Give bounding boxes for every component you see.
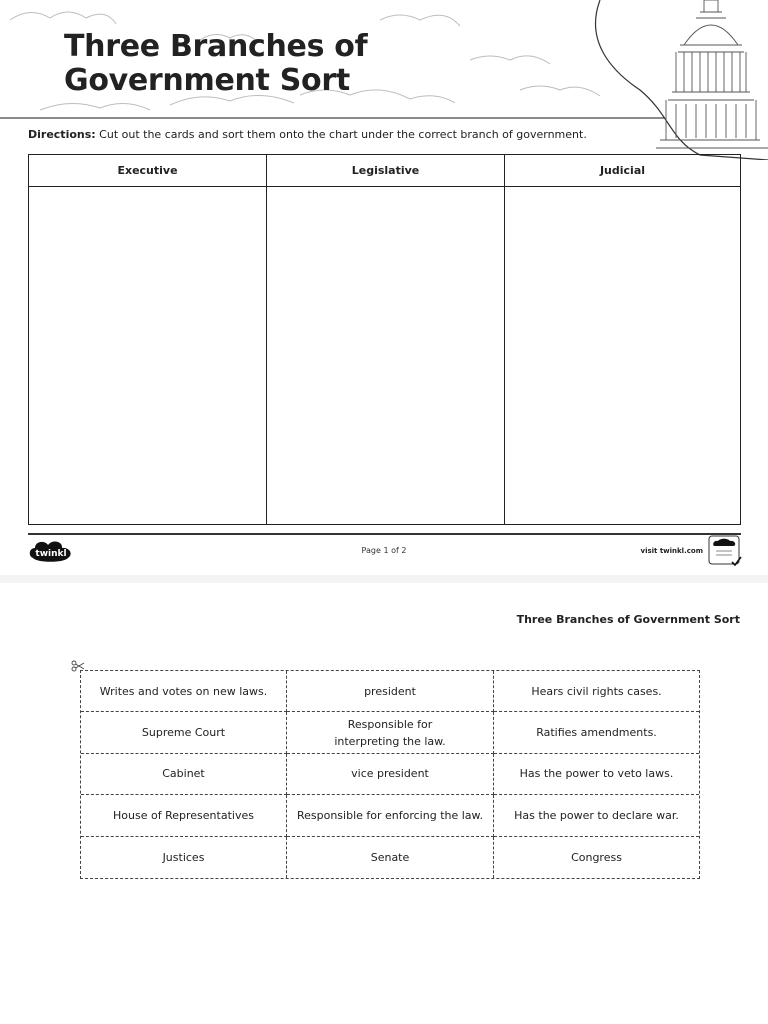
card[interactable]: Senate [287,837,494,878]
title-line-2: Government Sort [64,63,350,98]
visit-link[interactable]: visit twinkl.com [640,547,703,555]
column-header-legislative: Legislative [266,155,504,187]
card[interactable]: Congress [571,850,622,864]
card[interactable]: House of Representatives [81,795,287,836]
page-separator [0,575,768,583]
title-line-1: Three Branches of [64,29,368,64]
logo-text: twinkl [35,549,67,559]
card[interactable]: Hears civil rights cases. [494,671,699,712]
card[interactable]: Justices [81,837,287,878]
column-area-executive[interactable] [29,187,266,524]
worksheet-page-2 [0,583,768,1024]
column-area-legislative[interactable] [266,187,504,524]
footer-divider [28,533,741,535]
column-header-judicial: Judicial [504,155,740,187]
cutout-cards-grid [80,670,700,879]
card[interactable]: Cabinet [81,754,287,795]
quality-badge-icon [708,535,742,567]
card[interactable]: Supreme Court [81,712,287,753]
card[interactable]: Ratifies amendments. [494,712,699,753]
card[interactable]: Has the power to declare war. [494,795,699,836]
sort-chart [28,154,741,525]
card[interactable]: Responsible for enforcing the law. [287,795,494,836]
page-title [64,30,367,98]
page-number: Page 1 of 2 [361,546,407,555]
card[interactable]: president [287,671,494,712]
card[interactable]: Writes and votes on new laws. [81,671,287,712]
directions [28,128,587,141]
column-area-judicial[interactable] [504,187,740,524]
page-2-title: Three Branches of Government Sort [516,613,740,626]
directions-text: Cut out the cards and sort them onto the chart under the correct branch of government. [95,128,587,141]
card[interactable]: Responsible for interpreting the law. [287,712,494,753]
column-header-executive: Executive [29,155,266,187]
directions-label: Directions: [28,128,96,141]
card[interactable]: Has the power to veto laws. [494,754,699,795]
card[interactable]: vice president [287,754,494,795]
